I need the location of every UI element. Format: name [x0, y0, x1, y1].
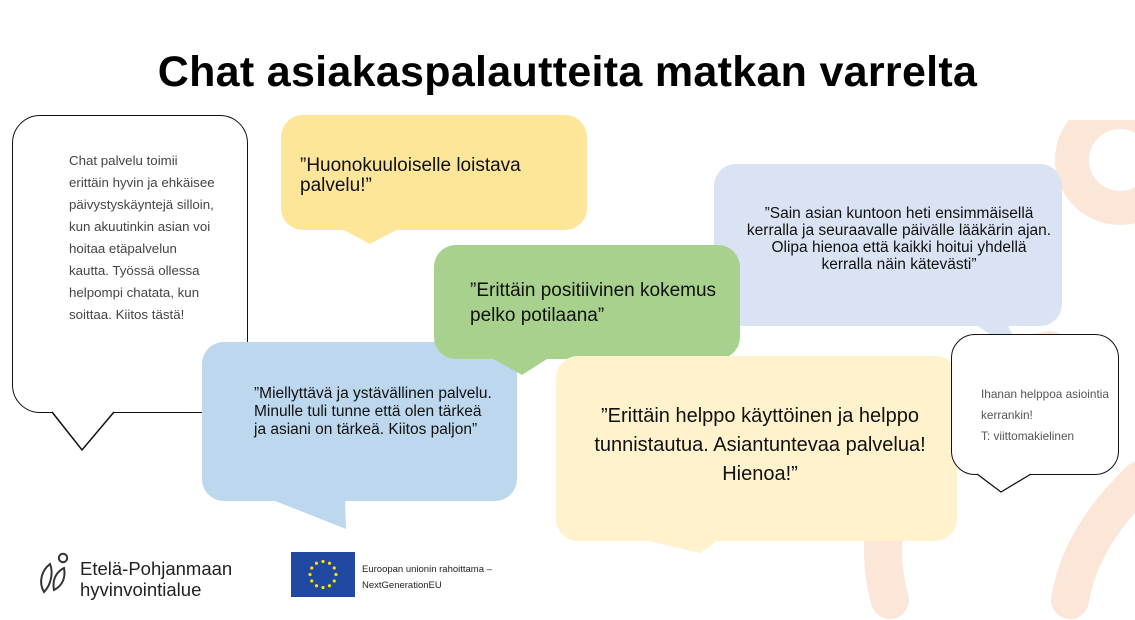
eu-star-icon [315, 562, 318, 565]
bubble-tail [490, 357, 560, 377]
organization-name [80, 558, 232, 600]
feedback-text [981, 384, 1111, 447]
eu-funding-text [362, 562, 492, 594]
eu-star-icon [310, 566, 313, 569]
leaf-logo-icon [36, 552, 72, 596]
feedback-text-line: T: viittomakielinen [981, 429, 1075, 443]
feedback-text: Chat palvelu toimii erittäin hyvin ja ehkäisee päivystyskäyntejä silloin, kun akuutinkin asian voi hoitaa etäpalvelun kautta. Työssä ollessa helpompi chatata, kun soittaa. Kiitos tästä! [69, 153, 215, 322]
feedback-text: ”Huonokuuloiselle loistava palvelu!” [300, 155, 521, 196]
organization-name-line1: Etelä-Pohjanmaan [80, 558, 233, 579]
page-title: Chat asiakaspalautteita matkan varrelta [157, 48, 978, 96]
eu-star-icon [310, 579, 313, 582]
bubble-tail [640, 539, 730, 555]
feedback-text-line: Ihanan helppoa asiointia kerrankin! [981, 387, 1109, 422]
eu-flag-icon [291, 552, 355, 597]
bubble-tail [270, 499, 360, 531]
eu-star-icon [308, 573, 311, 576]
bubble-tail [48, 410, 118, 455]
feedback-text: ”Sain asian kuntoon heti ensimmäisellä kerralla ja seuraavalle päivälle lääkärin ajan. Olipa hienoa että kaikki hoitui yhdellä kerralla näin kätevästi” [746, 205, 1052, 273]
bubble-tail [975, 472, 1035, 496]
organization-name-line2: hyvinvointialue [80, 579, 202, 600]
feedback-text: ”Miellyttävä ja ystävällinen palvelu. Minulle tuli tunne että olen tärkeä ja asiani on tärkeä. Kiitos paljon” [254, 385, 492, 438]
bubble-tail [340, 228, 410, 246]
eu-star-icon [321, 560, 324, 563]
eu-star-icon [333, 566, 336, 569]
eu-star-icon [328, 562, 331, 565]
feedback-text: ”Erittäin helppo käyttöinen ja helppo tunnistautua. Asiantuntevaa palvelua! Hienoa!” [594, 405, 926, 485]
feedback-text: ”Erittäin positiivinen kokemus pelko potilaana” [470, 280, 717, 326]
eu-star-icon [333, 579, 336, 582]
eu-star-icon [328, 584, 331, 587]
eu-star-icon [334, 573, 337, 576]
eu-funding-line2: NextGenerationEU [362, 580, 442, 591]
eu-star-icon [315, 584, 318, 587]
eu-funding-line1: Euroopan unionin rahoittama – [362, 564, 492, 575]
eu-star-icon [321, 586, 324, 589]
